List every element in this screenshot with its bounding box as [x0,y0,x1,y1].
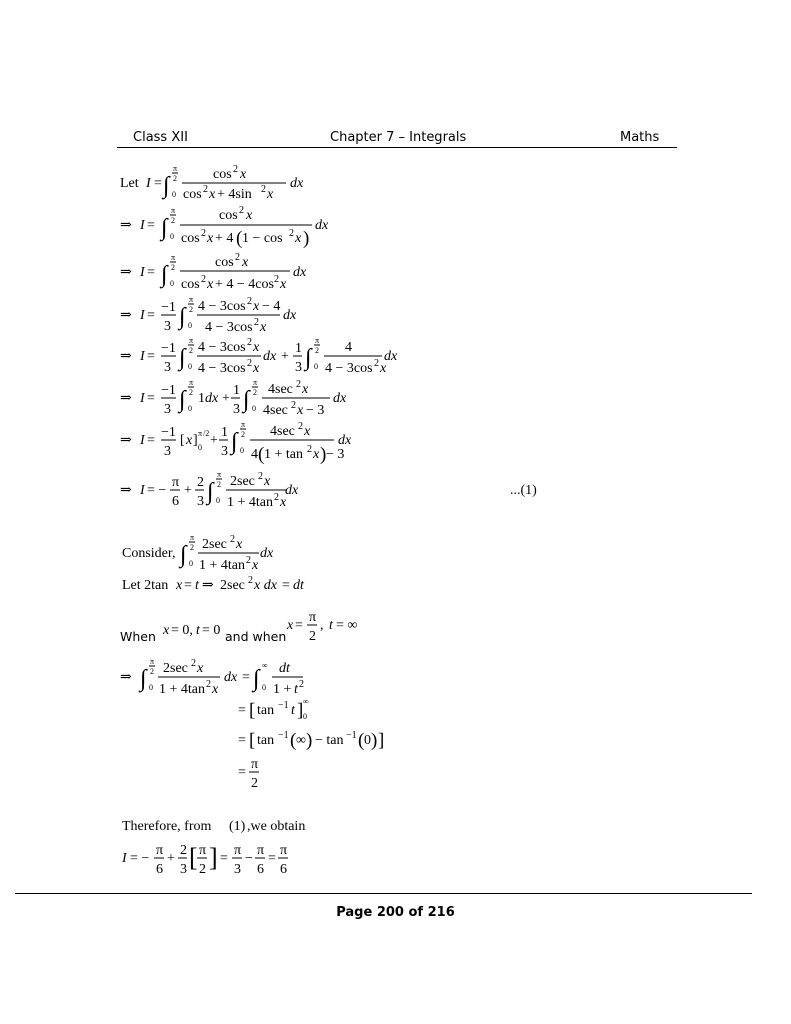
svg-text:4sec: 4sec [263,403,288,418]
svg-text:0: 0 [188,321,192,330]
equation-6 [120,378,347,418]
and-when-word: and when [225,629,287,644]
svg-text:2: 2 [289,228,294,239]
svg-text:1 +: 1 + [273,682,292,697]
svg-text:2: 2 [251,776,258,791]
svg-text:]: ] [193,433,198,448]
svg-text:x: x [287,618,294,633]
svg-text:2: 2 [258,471,263,482]
svg-text:2: 2 [189,346,193,355]
svg-text:∫: ∫ [179,387,186,413]
svg-text:x: x [212,682,219,697]
svg-text:x: x [253,299,260,314]
svg-text:2: 2 [233,164,238,175]
svg-text:2: 2 [247,358,252,369]
svg-text:x: x [295,231,302,246]
svg-text:=: = [238,733,246,748]
svg-text:2: 2 [201,228,206,239]
svg-text:∫: ∫ [253,666,260,692]
svg-text:x: x [186,433,193,448]
svg-text:= −: = − [147,483,167,498]
svg-text:−1: −1 [278,700,289,711]
svg-text:tan: tan [257,733,275,748]
svg-text:4 − 3cos: 4 − 3cos [198,340,246,355]
svg-text:I: I [140,433,145,448]
svg-text:π: π [315,336,320,345]
svg-text:3: 3 [164,319,171,334]
svg-text:2: 2 [189,305,193,314]
svg-text:+: + [222,391,230,406]
svg-text:−1: −1 [161,383,176,398]
svg-text:2: 2 [189,388,193,397]
svg-text:∫: ∫ [243,387,250,413]
svg-text:0: 0 [240,446,244,455]
svg-text:1: 1 [233,383,240,398]
svg-text:I: I [146,176,151,191]
svg-text:[: [ [249,700,256,721]
svg-text:1: 1 [221,425,228,440]
svg-text:3: 3 [233,402,240,417]
svg-text:2sec: 2sec [202,537,227,552]
svg-text:0: 0 [188,404,192,413]
equation-2 [120,205,329,249]
svg-text:1 − cos: 1 − cos [242,231,283,246]
svg-text:= ∞: = ∞ [336,618,358,633]
svg-text:2: 2 [261,184,266,195]
svg-text:1 + tan: 1 + tan [264,447,303,462]
svg-text:2: 2 [180,843,187,858]
svg-text:π: π [217,470,222,479]
svg-text:6: 6 [172,494,179,509]
svg-text:4 − 3cos: 4 − 3cos [198,361,246,376]
svg-text:x: x [197,661,204,676]
svg-text:dx: dx [285,483,299,498]
svg-text:2: 2 [239,205,244,216]
consider-word: Consider, [122,546,176,561]
svg-text:3: 3 [295,360,302,375]
svg-text:3: 3 [197,494,204,509]
svg-text:]: ] [297,700,304,721]
svg-text:): ) [306,730,313,751]
svg-text:3: 3 [164,444,171,459]
svg-text:2: 2 [247,337,252,348]
svg-text:π: π [189,336,194,345]
footer-rule [15,893,752,894]
svg-text:π: π [189,295,194,304]
svg-text:=: = [238,703,246,718]
svg-text:1 + 4tan: 1 + 4tan [199,558,245,573]
svg-text:+: + [167,851,175,866]
evaluation-step-1 [120,657,304,697]
svg-text:∞: ∞ [303,697,309,706]
svg-text:2: 2 [307,444,312,455]
svg-text:x: x [297,403,304,418]
svg-text:dx: dx [333,391,347,406]
svg-text:⇒: ⇒ [120,483,132,498]
svg-text:): ) [371,730,378,751]
svg-text:2: 2 [298,421,303,432]
svg-text:∫: ∫ [231,429,238,455]
svg-text:π: π [309,610,317,625]
svg-text:dx: dx [205,391,219,406]
svg-text:1 + 4tan: 1 + 4tan [159,682,205,697]
svg-text:4: 4 [251,447,258,462]
svg-text:4: 4 [345,340,352,355]
svg-text:π: π [190,533,195,542]
svg-text:2: 2 [274,492,279,503]
svg-text:∞: ∞ [296,733,306,748]
svg-text:π: π [253,378,258,387]
svg-text:∞: ∞ [262,661,268,670]
svg-text:I: I [140,483,145,498]
svg-text:2: 2 [248,575,253,586]
svg-text:2: 2 [173,174,177,183]
svg-text:=: = [147,265,155,280]
svg-text:−1: −1 [278,730,289,741]
svg-text:⇒: ⇒ [202,578,214,593]
svg-text:x: x [267,187,274,202]
svg-text:2: 2 [201,274,206,285]
svg-text:0: 0 [303,712,307,721]
svg-text:π: π [171,253,176,262]
svg-text:π: π [172,475,180,490]
svg-text:]: ] [209,843,218,872]
svg-text:0: 0 [170,279,174,288]
svg-text:=: = [238,765,246,780]
svg-text:=: = [220,851,228,866]
svg-text:dx: dx [338,433,352,448]
svg-text:2: 2 [230,534,235,545]
svg-text:3: 3 [234,862,241,877]
svg-text:x: x [207,231,214,246]
svg-text:2: 2 [190,543,194,552]
svg-text:2: 2 [254,317,259,328]
we-obtain-word: ,we obtain [247,819,306,834]
svg-text:2: 2 [309,629,316,644]
svg-text:t: t [291,703,295,718]
svg-text:I: I [140,308,145,323]
svg-text:x: x [240,167,247,182]
svg-text:= 0: = 0 [202,623,221,638]
svg-text:/2: /2 [203,429,210,438]
svg-text:=: = [147,308,155,323]
svg-text:2: 2 [374,358,379,369]
svg-text:π: π [189,378,194,387]
svg-text:0: 0 [172,190,176,199]
svg-text:=: = [147,218,155,233]
svg-text:2: 2 [299,679,304,690]
svg-text:π: π [173,164,178,173]
svg-text:4sec: 4sec [270,424,295,439]
svg-text:x: x [242,255,249,270]
svg-text:3: 3 [164,402,171,417]
svg-text:π: π [198,429,203,438]
svg-text:cos: cos [219,208,238,223]
equation-tag: ...(1) [510,483,537,498]
svg-text:=: = [147,391,155,406]
svg-text:⇒: ⇒ [120,265,132,280]
svg-text:2: 2 [203,184,208,195]
svg-text:Let 2tan: Let 2tan [122,578,169,593]
svg-text:2: 2 [291,400,296,411]
svg-text:[: [ [180,433,185,448]
svg-text:⇒: ⇒ [120,349,132,364]
svg-text:4sec: 4sec [268,382,293,397]
svg-text:dx: dx [315,218,329,233]
svg-text:− 4: − 4 [262,299,281,314]
header-subject: Maths [620,130,660,145]
svg-text:3: 3 [164,360,171,375]
svg-text:t: t [294,682,298,697]
svg-text:π: π [156,843,164,858]
svg-text:x: x [264,474,271,489]
svg-text:2: 2 [247,296,252,307]
header-class: Class XII [133,130,188,145]
svg-text:∫: ∫ [179,345,186,371]
svg-text:I: I [140,265,145,280]
svg-text:0: 0 [314,362,318,371]
svg-text:dx: dx [384,349,398,364]
svg-text:2sec: 2sec [163,661,188,676]
svg-text:x: x [304,424,311,439]
svg-text:π: π [234,843,242,858]
svg-text:(: ( [258,444,265,465]
svg-text:1: 1 [295,341,302,356]
evaluation-step-4 [238,757,259,791]
svg-text:t: t [329,618,333,633]
svg-text:I: I [122,851,127,866]
svg-text:t: t [195,578,199,593]
svg-text:−1: −1 [161,425,176,440]
svg-text:x: x [380,361,387,376]
svg-text:∫: ∫ [140,666,147,692]
svg-text:x: x [176,578,183,593]
svg-text:= 0,: = 0, [171,623,193,638]
svg-text:+: + [210,433,218,448]
svg-text:[: [ [189,843,198,872]
svg-text:=: = [147,349,155,364]
header-chapter: Chapter 7 – Integrals [330,130,467,145]
svg-text:π: π [280,843,288,858]
svg-text:tan: tan [257,703,275,718]
svg-text:]: ] [378,730,385,751]
therefore-tag: (1) [229,819,246,834]
svg-text:∫: ∫ [163,173,170,199]
svg-text:−1: −1 [346,730,357,741]
svg-text:x: x [209,187,216,202]
svg-text:cos: cos [215,255,234,270]
svg-text:=: = [147,433,155,448]
svg-text:∫: ∫ [180,542,187,568]
svg-text:−1: −1 [161,300,176,315]
svg-text:1: 1 [198,391,205,406]
svg-text:(: ( [290,730,297,751]
svg-text:(: ( [236,228,243,249]
svg-text:x: x [252,558,259,573]
svg-text:=: = [184,578,192,593]
therefore-line [122,819,305,834]
svg-text:cos: cos [181,277,200,292]
svg-text:π: π [241,420,246,429]
svg-text:[: [ [249,730,256,751]
svg-text:x: x [313,447,320,462]
svg-text:x: x [253,361,260,376]
svg-text:4 − 3cos: 4 − 3cos [325,361,373,376]
evaluation-step-2 [238,697,309,721]
svg-text:⇒: ⇒ [120,218,132,233]
svg-text:∫: ∫ [207,479,214,505]
svg-text:π: π [171,206,176,215]
svg-text:x: x [163,623,170,638]
svg-text:0: 0 [198,443,202,452]
svg-text:3: 3 [221,444,228,459]
svg-text:x: x [280,495,287,510]
svg-text:6: 6 [257,862,264,877]
svg-text:2sec: 2sec [230,474,255,489]
final-result [121,843,288,877]
svg-text:1 + 4tan: 1 + 4tan [227,495,273,510]
svg-text:π: π [199,843,207,858]
svg-text:2sec: 2sec [220,578,245,593]
svg-text:−1: −1 [161,341,176,356]
svg-text:2: 2 [274,274,279,285]
svg-text:= −: = − [130,851,150,866]
svg-text:dx: dx [293,265,307,280]
svg-text:cos: cos [181,231,200,246]
svg-text:⇒: ⇒ [120,433,132,448]
svg-text:2: 2 [296,379,301,390]
page-number: Page 200 of 216 [336,905,455,920]
svg-text:0: 0 [188,362,192,371]
svg-text:dx: dx [283,308,297,323]
svg-text:⇒: ⇒ [120,391,132,406]
equation-7 [120,420,352,465]
svg-text:4 − 3cos: 4 − 3cos [205,320,253,335]
svg-text:=: = [154,176,162,191]
svg-text:⇒: ⇒ [120,670,132,685]
svg-text:−: − [245,851,253,866]
svg-text:dx: dx [260,546,274,561]
svg-text:dx: dx [224,670,238,685]
svg-text:π: π [150,657,155,666]
svg-text:∫: ∫ [161,262,168,288]
svg-text:x: x [253,340,260,355]
svg-text:+: + [281,349,289,364]
svg-text:x: x [236,537,243,552]
consider-line [122,533,274,573]
svg-text:2: 2 [206,679,211,690]
svg-text:dx: dx [290,176,304,191]
svg-text:2: 2 [197,475,204,490]
therefore-word: Therefore, from [122,819,212,834]
svg-text:): ) [320,444,327,465]
svg-text:2: 2 [235,252,240,263]
svg-text:⇒: ⇒ [120,308,132,323]
svg-text:0: 0 [189,559,193,568]
equation-5 [120,336,398,376]
svg-text:): ) [303,228,310,249]
svg-text:I: I [140,349,145,364]
svg-text:x: x [302,382,309,397]
svg-text:+ 4: + 4 [215,231,234,246]
svg-text:0: 0 [149,683,153,692]
svg-text:x: x [260,320,267,335]
svg-text:2: 2 [241,430,245,439]
when-word: When [120,629,156,644]
svg-text:+ 4 − 4cos: + 4 − 4cos [215,277,274,292]
svg-text:+ 4sin: + 4sin [217,187,252,202]
svg-text:4 − 3cos: 4 − 3cos [198,299,246,314]
svg-text:t: t [196,623,200,638]
evaluation-step-3 [238,730,384,751]
svg-text:x: x [246,208,253,223]
svg-text:2: 2 [191,658,196,669]
svg-text:2: 2 [199,862,206,877]
svg-text:∫: ∫ [161,215,168,241]
svg-text:(: ( [358,730,365,751]
svg-text:=: = [282,578,290,593]
svg-text:cos: cos [213,167,232,182]
svg-text:=: = [295,618,303,633]
equation-1 [120,164,304,202]
let-word: Let [120,176,139,191]
svg-text:0: 0 [170,232,174,241]
svg-text:2: 2 [253,388,257,397]
limits-line [120,610,357,644]
svg-text:2: 2 [150,667,154,676]
svg-text:2: 2 [217,480,221,489]
svg-text:cos: cos [183,187,202,202]
svg-text:I: I [140,391,145,406]
svg-text:I: I [140,218,145,233]
svg-text:6: 6 [280,862,287,877]
svg-text:=: = [268,851,276,866]
equation-4 [120,295,297,335]
svg-text:=: = [242,670,250,685]
equation-8 [120,470,537,510]
equation-3 [120,252,307,292]
svg-text:2: 2 [246,555,251,566]
svg-text:,: , [320,618,324,633]
svg-text:x: x [280,277,287,292]
substitution-line [122,575,305,593]
svg-text:0: 0 [252,404,256,413]
svg-text:2: 2 [171,263,175,272]
svg-text:x dx: x dx [254,578,277,593]
svg-text:dt: dt [293,578,304,593]
svg-text:∫: ∫ [179,304,186,330]
svg-text:3: 3 [180,862,187,877]
svg-text:dt: dt [279,661,290,676]
svg-text:6: 6 [156,862,163,877]
svg-text:− 3: − 3 [326,447,345,462]
svg-text:+: + [184,483,192,498]
svg-text:x: x [207,277,214,292]
svg-text:2: 2 [315,346,319,355]
svg-text:π: π [257,843,265,858]
svg-text:0: 0 [364,733,371,748]
svg-text:2: 2 [171,216,175,225]
svg-text:− tan: − tan [315,733,344,748]
svg-text:dx: dx [263,349,277,364]
svg-text:π: π [251,757,259,772]
svg-text:∫: ∫ [305,345,312,371]
svg-text:0: 0 [216,496,220,505]
svg-text:0: 0 [262,683,266,692]
svg-text:− 3: − 3 [306,403,325,418]
